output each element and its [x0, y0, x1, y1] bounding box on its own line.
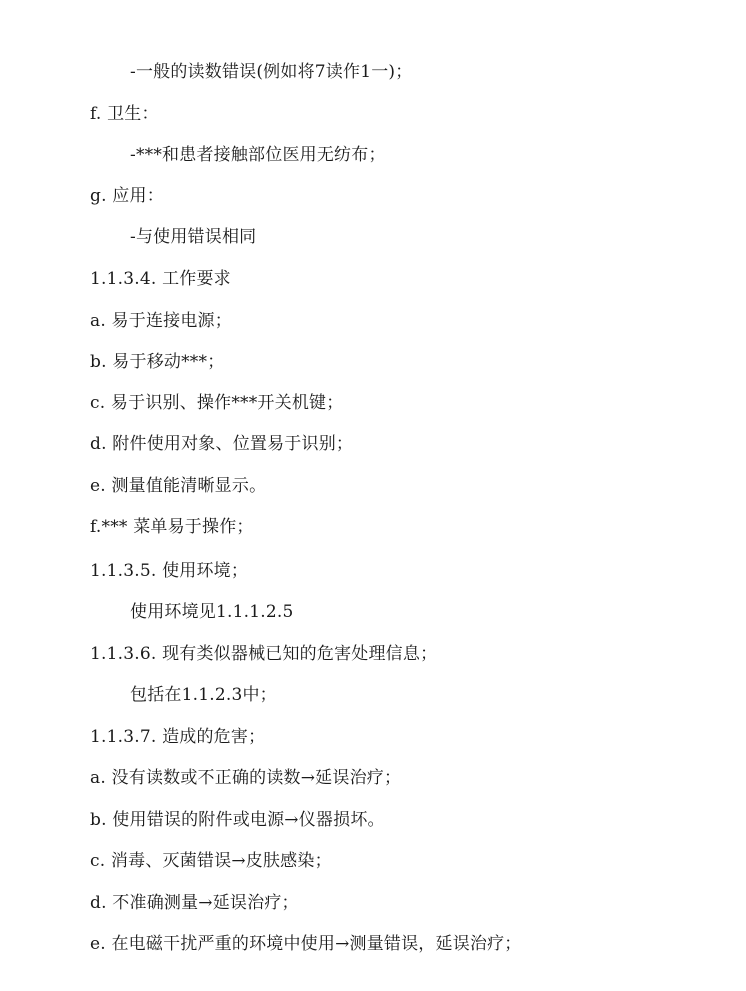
text-line: d. 不准确测量→延误治疗；: [90, 893, 299, 913]
text-line: a. 没有读数或不正确的读数→延误治疗；: [90, 768, 402, 788]
text-line: e. 在电磁干扰严重的环境中使用→测量错误，延误治疗；: [90, 934, 522, 954]
section-heading: 1.1.3.5. 使用环境；: [90, 561, 249, 581]
text-line: 包括在1.1.2.3中；: [130, 685, 277, 705]
text-line: f.*** 菜单易于操作；: [90, 517, 254, 537]
section-heading: 1.1.3.6. 现有类似器械已知的危害处理信息；: [90, 644, 438, 664]
section-heading: 1.1.3.7. 造成的危害；: [90, 727, 266, 747]
text-line: c. 消毒、灭菌错误→皮肤感染；: [90, 851, 332, 871]
text-line: -***和患者接触部位医用无纺布；: [130, 145, 386, 165]
text-line: b. 使用错误的附件或电源→仪器损坏。: [90, 810, 385, 830]
text-line: -一般的读数错误(例如将7读作1一)；: [130, 62, 413, 82]
text-line: c. 易于识别、操作***开关机键；: [90, 393, 344, 413]
text-line: b. 易于移动***；: [90, 352, 225, 372]
text-line: 使用环境见1.1.1.2.5: [130, 602, 294, 622]
text-line: a. 易于连接电源；: [90, 311, 232, 331]
text-line: d. 附件使用对象、位置易于识别；: [90, 434, 354, 454]
text-line: g. 应用：: [90, 186, 164, 206]
text-line: f. 卫生：: [90, 104, 159, 124]
text-line: e. 测量值能清晰显示。: [90, 476, 267, 496]
text-line: -与使用错误相同: [130, 227, 257, 247]
section-heading: 1.1.3.4. 工作要求: [90, 269, 231, 289]
